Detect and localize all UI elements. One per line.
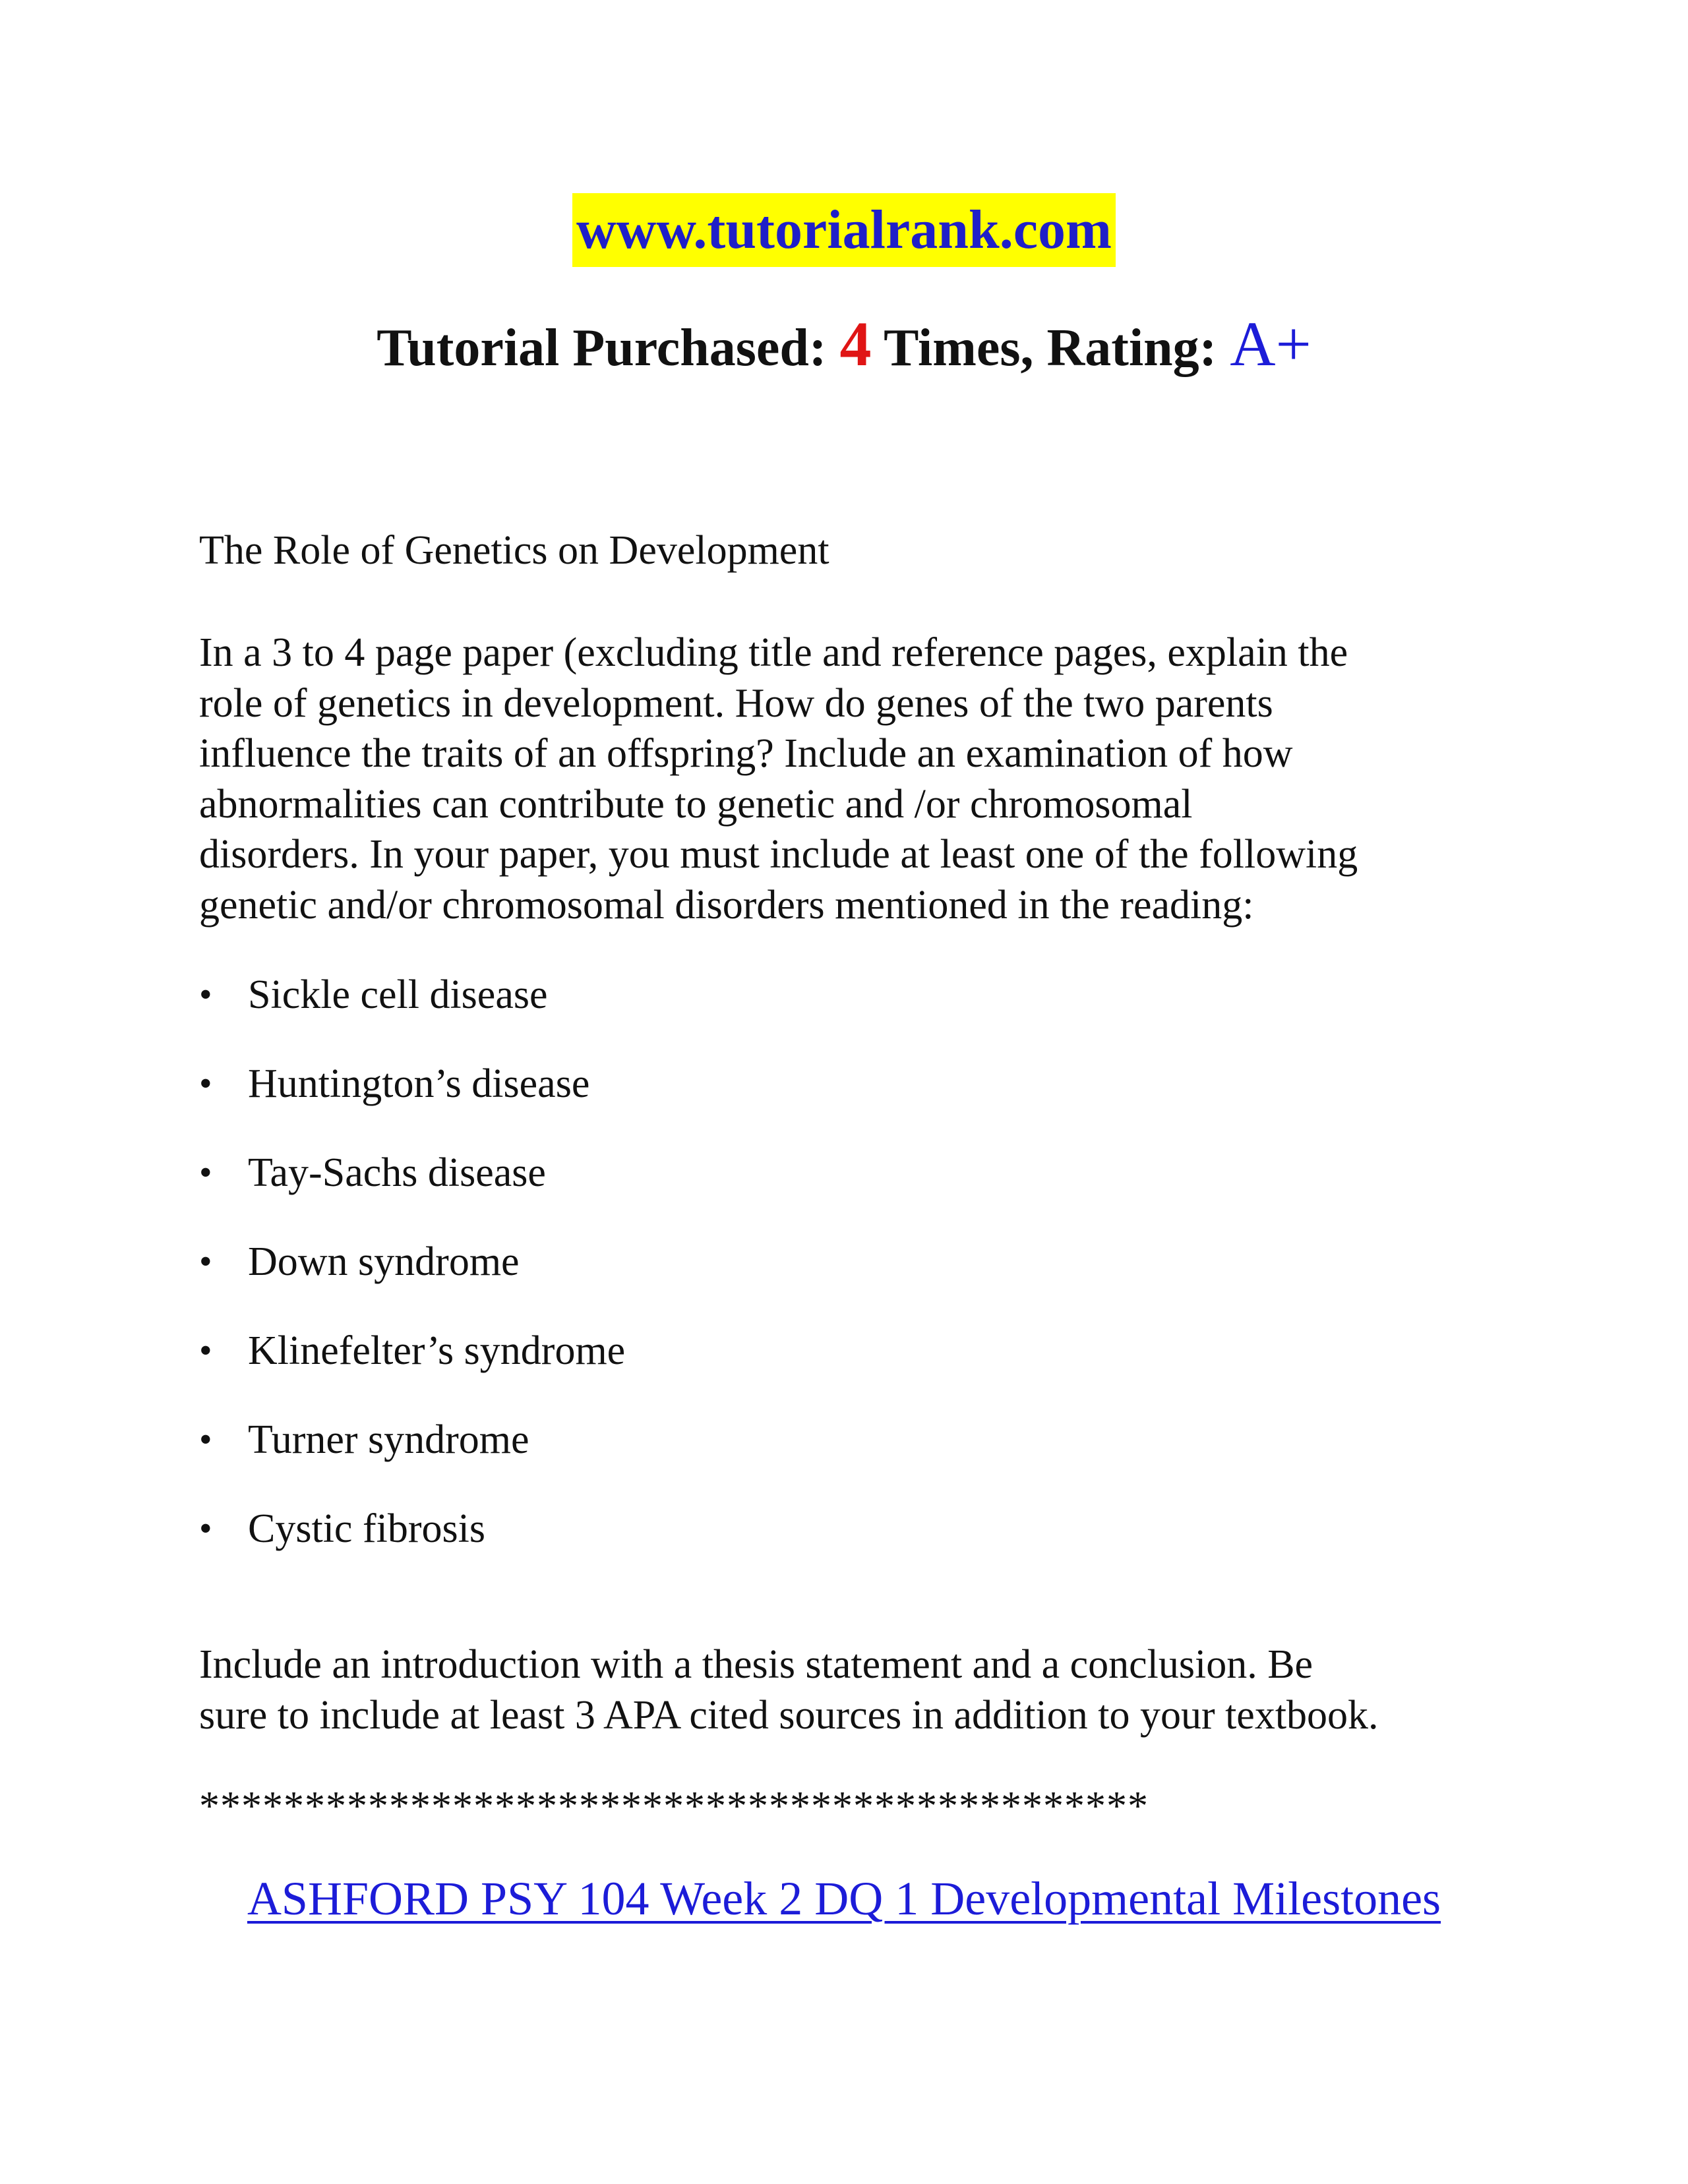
list-item [199,1143,625,1232]
asterisk-separator: ********************************************* [199,1784,1149,1829]
list-item [199,1321,625,1410]
paragraph-line: sure to include at least 3 APA cited sources in addition to your textbook. [199,1692,1379,1738]
site-url-container [0,193,1688,267]
closing-paragraph [199,1639,1505,1740]
related-tutorial-link[interactable]: ASHFORD PSY 104 Week 2 DQ 1 Developmental Milestones [247,1872,1441,1925]
bullet-icon: • [199,1330,212,1371]
list-item-label: Tay-Sachs disease [248,1150,546,1195]
site-url-link[interactable]: www.tutorialrank.com [572,193,1116,267]
bullet-icon: • [199,1152,212,1193]
paragraph-line: role of genetics in development. How do genes of the two parents [199,680,1273,726]
related-link-container [0,1866,1688,1932]
list-item-label: Down syndrome [248,1239,520,1284]
paragraph-line: Include an introduction with a thesis statement and a conclusion. Be [199,1642,1313,1687]
bullet-icon: • [199,1419,212,1460]
rating-label: Times, Rating: [871,319,1230,377]
list-item [199,965,625,1054]
list-item-label: Turner syndrome [248,1417,529,1462]
paragraph-line: disorders. In your paper, you must include at least one of the following [199,832,1358,877]
bullet-icon: • [199,1241,212,1282]
bullet-icon: • [199,1063,212,1104]
list-item [199,1499,625,1588]
list-item-label: Huntington’s disease [248,1061,590,1106]
list-item-label: Sickle cell disease [248,972,548,1017]
list-item-label: Klinefelter’s syndrome [248,1328,626,1373]
bullet-icon: • [199,974,212,1015]
purchase-label: Tutorial Purchased: [377,319,840,377]
list-item [199,1410,625,1499]
purchase-count: 4 [839,309,872,379]
list-item-label: Cystic fibrosis [248,1506,485,1551]
paragraph-line: genetic and/or chromosomal disorders mentioned in the reading: [199,882,1254,928]
bullet-icon: • [199,1508,212,1549]
disorder-list [199,965,625,1588]
instructions-paragraph [199,628,1505,930]
purchase-rating-line [0,305,1688,388]
document-title: The Role of Genetics on Development [199,528,829,573]
rating-value: A+ [1230,309,1311,379]
paragraph-line: In a 3 to 4 page paper (excluding title and reference pages, explain the [199,630,1348,675]
list-item [199,1232,625,1321]
paragraph-line: influence the traits of an offspring? Include an examination of how [199,731,1293,776]
list-item [199,1054,625,1143]
paragraph-line: abnormalities can contribute to genetic and /or chromosomal [199,781,1193,827]
